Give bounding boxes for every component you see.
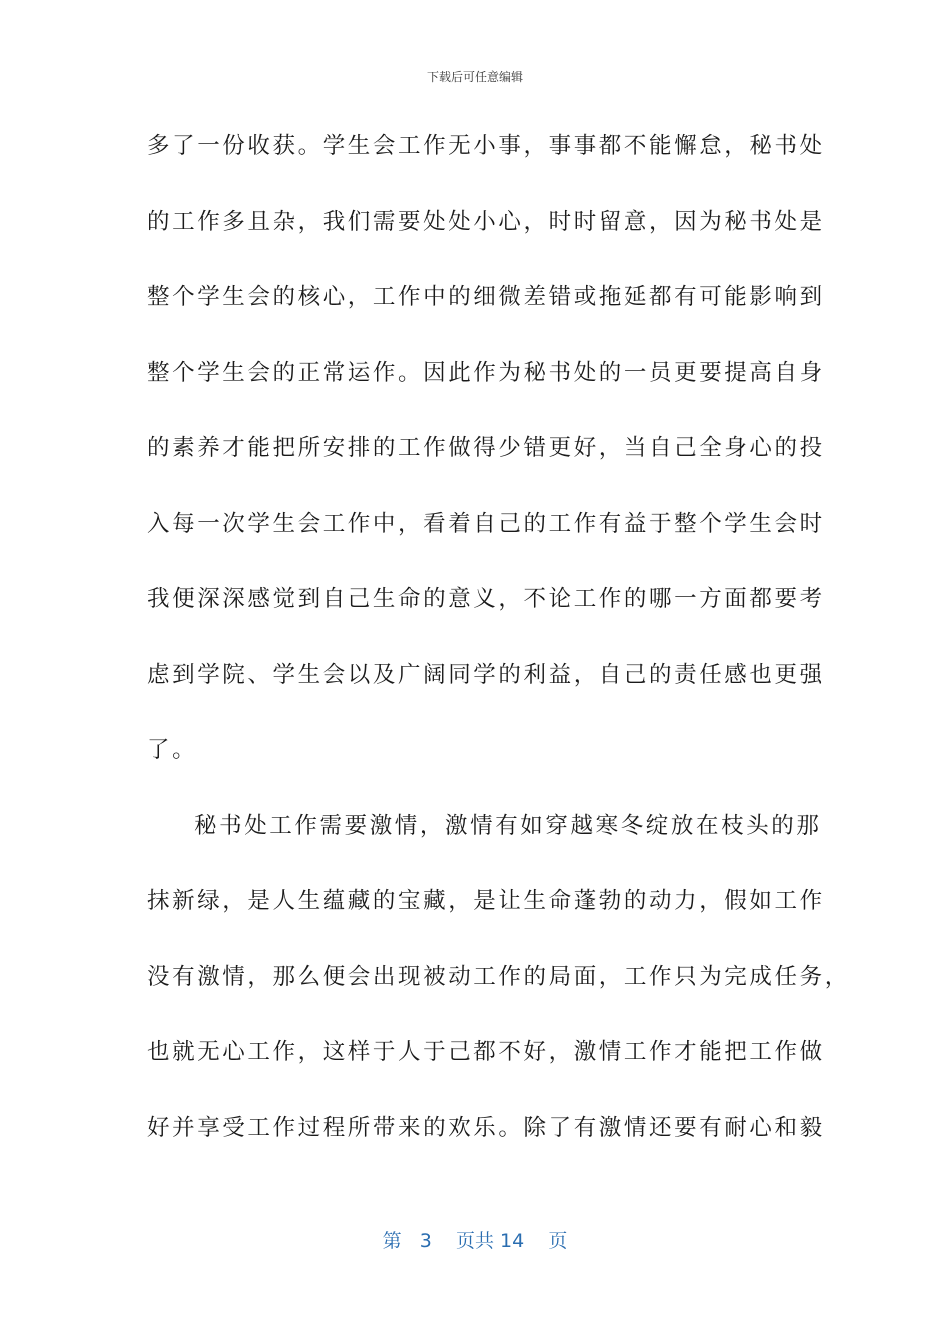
text-line: 整个学生会的正常运作。因此作为秘书处的一员更要提高自身 — [147, 359, 825, 386]
text-line: 好并享受工作过程所带来的欢乐。除了有激情还要有耐心和毅 — [147, 1114, 825, 1141]
page-footer — [0, 1226, 950, 1253]
text-line: 我便深深感觉到自己生命的意义，不论工作的哪一方面都要考 — [147, 586, 825, 612]
text-line: 抹新绿，是人生蕴藏的宝藏，是让生命蓬勃的动力，假如工作 — [147, 888, 825, 914]
page-label-suffix: 页 — [548, 1230, 568, 1252]
current-page-number: 3 — [419, 1230, 432, 1252]
total-pages-number: 14 — [500, 1230, 525, 1252]
text-line: 没有激情，那么便会出现被动工作的局面，工作只为完成任务， — [147, 963, 850, 990]
paragraph-start-line: 秘书处工作需要激情，激情有如穿越寒冬绽放在枝头的那 — [194, 812, 822, 839]
text-line: 的素养才能把所安排的工作做得少错更好，当自己全身心的投 — [147, 435, 825, 461]
header-note: 下载后可任意编辑 — [426, 70, 523, 84]
page-label-prefix: 第 — [382, 1230, 402, 1252]
text-line: 了。 — [147, 737, 198, 763]
text-line: 虑到学院、学生会以及广阔同学的利益，自己的责任感也更强 — [147, 661, 825, 688]
text-line: 多了一份收获。学生会工作无小事，事事都不能懈怠，秘书处 — [147, 133, 825, 159]
text-line: 也就无心工作，这样于人于己都不好，激情工作才能把工作做 — [147, 1039, 825, 1065]
text-line: 的工作多且杂，我们需要处处小心，时时留意，因为秘书处是 — [147, 208, 825, 235]
page-label-middle: 页共 — [455, 1230, 494, 1252]
text-line: 整个学生会的核心，工作中的细微差错或拖延都有可能影响到 — [147, 284, 825, 310]
text-line: 入每一次学生会工作中，看着自己的工作有益于整个学生会时 — [147, 510, 825, 537]
body-text — [147, 124, 850, 1181]
